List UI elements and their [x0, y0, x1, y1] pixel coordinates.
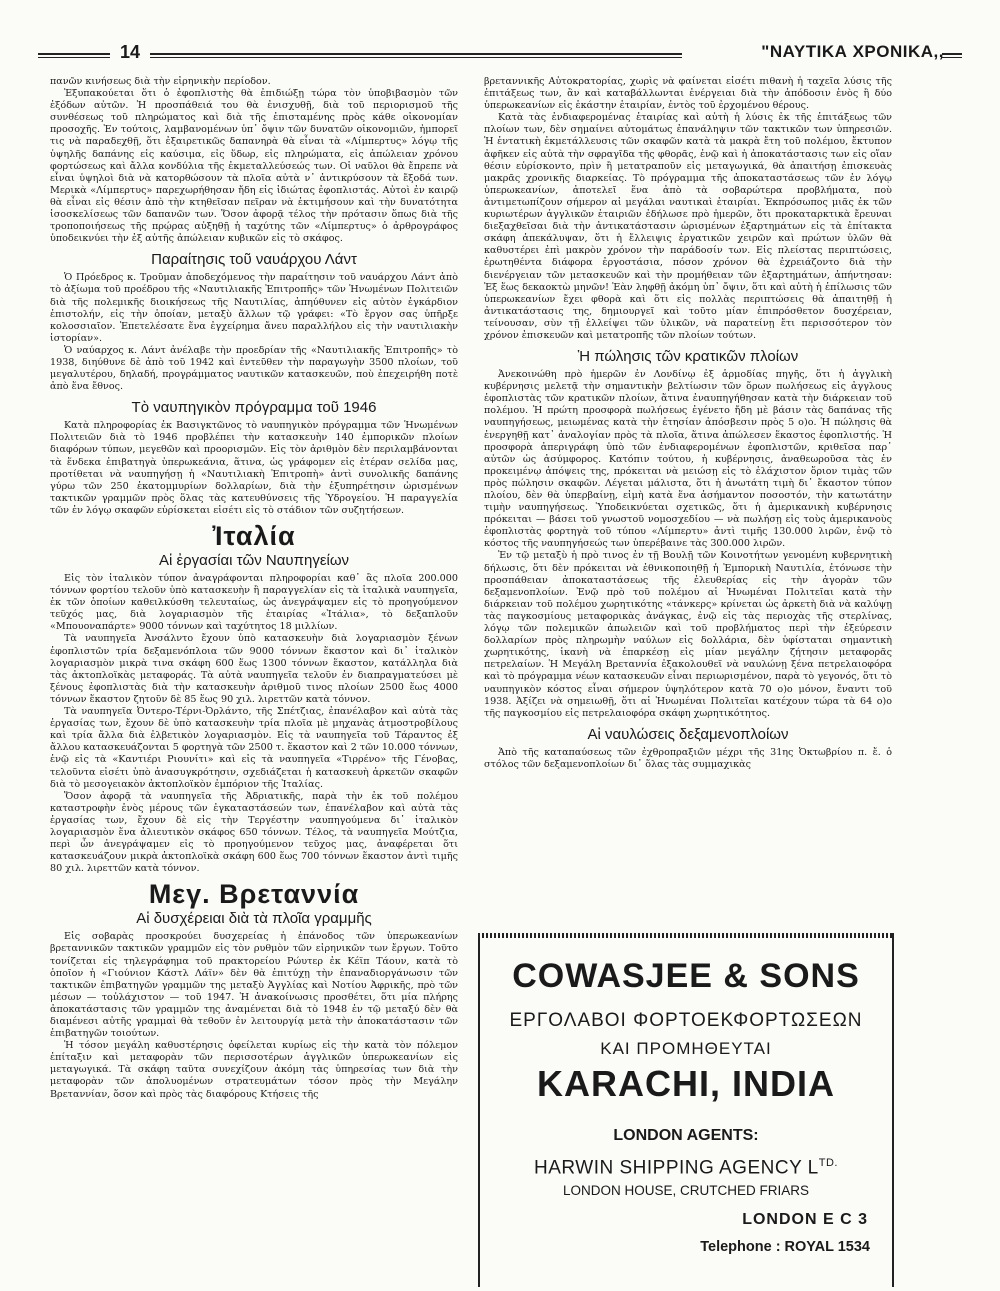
ad-agent-suffix: TD.	[818, 1157, 838, 1169]
section-subheading: Αἱ δυσχέρειαι διὰ τὰ πλοῖα γραμμῆς	[136, 910, 372, 928]
paragraph: πανῶν κινήσεως διὰ τὴν εἰρηνικὴν περίοδον.	[50, 76, 271, 87]
paragraph: Ἡ τόσον μεγάλη καθυστέρησις ὀφείλεται κυρίως εἰς τὴν κατὰ τὸν πόλεμον ἐπίταξιν καὶ μεταφορὰν τῶν περισσοτέρων ἀγγλικῶν ὑπερωκεανίων εἰς μεταγωγικά. Τὰ σκάφη ταῦτα συνεχίζουν ἀκόμη τὰς ὑπηρεσίας των διὰ τὴν μεταφορὰν τῶν ἀπολυομένων στρατευμάτων τόσον πρὸς τὴν Μεγάλην Βρεταννίαν, ὅσον καὶ πρὸς τὰς διαφόρους Κτήσεις τῆς	[50, 1040, 458, 1100]
ad-agent-text: HARWIN SHIPPING AGENCY L	[534, 1157, 819, 1179]
ad-services-line: ΚΑΙ ΠΡΟΜΗΘΕΥΤΑΙ	[600, 1039, 772, 1058]
country-heading: Ἰταλία	[212, 521, 296, 551]
section-heading: Τὸ ναυπηγικὸν πρόγραμμα τοῦ 1946	[131, 399, 377, 417]
ad-agents-label: LONDON AGENTS:	[613, 1127, 759, 1144]
section-heading: Αἱ ναυλώσεις δεξαμενοπλοίων	[587, 725, 789, 743]
ad-telephone: Telephone : ROYAL 1534	[700, 1239, 870, 1255]
paragraph: Κατὰ πληροφορίας ἐκ Βασιγκτῶνος τὸ ναυπηγικὸν πρόγραμμα τῶν Ἡνωμένων Πολιτειῶν διὰ τὸ 1946 προβλέπει τὴν κατασκευὴν 140 ἐμπορικῶν πλοίων διαφόρων τύπων, μεγεθῶν καὶ προορισμῶν. Εἰς τὸν ἀριθμὸν δὲν περιλαμβάνονται τὰ ἕνδεκα ἐπιβατηγὰ ὑπερωκεάνια, ἅτινα, ὡς γράφομεν εἰς ἑτέραν σελίδα μας, προτίθεται νὰ ναυπηγήσῃ ἡ «Ναυτιλιακὴ Ἐπιτροπὴ» ἀντὶ συνολικῆς δαπάνης γύρω τῶν 250 ἑκατομμυρίων δολλαρίων, διὰ τὴν ἐξυπηρέτησιν ὡρισμένων τακτικῶν γραμμῶν πρὸς ὅλας τὰς κατευθύνσεις τῆς Ὑδρογείου. Ἡ παραγγελία τῶν ἐν λόγῳ σκαφῶν εὑρίσκεται εἰσέτι εἰς τὸ στάδιον τῶν συζητήσεων.	[50, 420, 458, 516]
ad-london-house: LONDON HOUSE, CRUTCHED FRIARS	[562, 1183, 810, 1198]
paragraph: Ἀπὸ τῆς καταπαύσεως τῶν ἐχθροπραξιῶν μέχρι τῆς 31ης Ὀκτωβρίου π. ἔ. ὁ στόλος τῶν δεξαμενοπλοίων δι᾿ ὅλας τὰς συμμαχικὰς	[484, 746, 892, 770]
section-heading: Παραίτησις τοῦ ναυάρχου Λάντ	[151, 251, 357, 269]
paragraph: Ὁ ναύαρχος κ. Λάντ ἀνέλαβε τὴν προεδρίαν τῆς «Ναυτιλιακῆς Ἐπιτροπῆς» τὸ 1938, διηύθυνε δὲ ἀπὸ τοῦ 1942 καὶ ἐντεῦθεν τὴν παραγωγὴν 3500 πλοίων, τοῦ μεγαλυτέρου, δηλαδή, προγράμματος ναυτικῶν κατασκευῶν, ποὺ ἐπεχειρήθη ποτὲ ἀπὸ ἕνα ἔθνος.	[50, 344, 458, 393]
paragraph: Ὅσον ἀφορᾷ τὰ ναυπηγεῖα τῆς Ἀδριατικῆς, παρὰ τὴν ἐκ τοῦ πολέμου καταστροφὴν ἑνὸς μέρους τῶν ἐγκαταστάσεών των, ἐπανέλαβον καὶ αὐτὰ τὰς ἐργασίας των, ἔχουν δὲ εἰς τὴν Τεργέστην ναυπηγούμενα δι᾿ ἰταλικὸν λογαριασμὸν ἕνα ἀλιευτικὸν σκάφος 650 τόννων. Τέλος, τὰ ναυπηγεῖα Μούτζια, περὶ ὧν ἀνεγράψαμεν εἰς τὸ προηγούμενον τεῦχος μας, ἀναφέρεται ὅτι κατασκευάζουν μικρὰ ἀκτοπλοϊκὰ σκάφη 600 ἕως 700 τόννων ἕκαστον ἀντὶ τιμῆς 80 χιλ. λιρεττῶν κατὰ τόννον.	[50, 790, 458, 875]
paragraph: Εἰς σοβαρὰς προσκρούει δυσχερείας ἡ ἐπάνοδος τῶν ὑπερωκεανίων βρεταννικῶν τακτικῶν γραμμῶν εἰς τὸν ρυθμὸν τῶν εἰρηνικῶν των ἔργων. Τοῦτο τονίζεται εἰς τηλεγράφημα τοῦ πρακτορείου Ρώυτερ ἐκ Κέϊπ Τάουν, κατὰ τὸ ὁποῖον ἡ «Γιούνιον Κάστλ Λάϊν» δὲν θὰ ἐπιτύχῃ τὴν ἐπαναδιοργάνωσιν τῶν τακτικῶν ἐπιβατηγῶν γραμμῶν της μεταξὺ Ἀγγλίας καὶ Νοτίου Ἀφρικῆς, πρὸ τῶν μέσων — τοὐλάχιστον — τοῦ 1947. Ἡ ἀνακοίνωσις προσθέτει, ὅτι μία πλήρης ἀποκατάστασις τῶν γραμμῶν της ἀναμένεται διὰ τὸ 1948 ἐν τῷ μεταξύ δὲν θὰ διαμένεσι αὐτῆς γραμμαὶ θὰ τεθοῦν ἐν λειτουργίᾳ μετὰ τὴν ἀποκατάστασιν τῶν ἐπιβατηγῶν τοιούτων.	[50, 931, 458, 1040]
header-rule-right	[942, 53, 962, 58]
ad-city: KARACHI, INDIA	[537, 1063, 835, 1104]
paragraph: Ἐξυπακούεται ὅτι ὁ ἐφοπλιστὴς θὰ ἐπιδιώξῃ τώρα τὸν ὑποβιβασμὸν τῶν ἐξόδων αὐτῶν. Ἡ προσπάθειά του θὰ ἐνισχυθῇ, διὰ τοῦ περιορισμοῦ τῆς συνθέσεως τοῦ πληρώματος καὶ διὰ τῆς ἐπισταμένης πρὸς κάθε οἰκονομίαν προσοχῆς. Ἐν τούτοις, λαμβανομένων ὑπ᾿ ὄψιν τῶν δυνατῶν οἰκονομιῶν, ἠμπορεῖ τις νὰ παραδεχθῇ, ὅτι ἐξαιρετικῶς δαπανηρὰ θὰ εἶναι τὰ «Λίμπερτυς» λόγῳ τῆς ὑψηλῆς δαπάνης εἰς καύσιμα, εἰς ὕδωρ, εἰς πληρώματα, εἰς ἀπώλειαν χρόνου φορτώσεως καὶ ἄλλα κονδύλια τῆς ἐκμεταλλεύσεώς των. Οἱ ναῦλοι θὰ ἔπρεπε νὰ εἶναι ὑψηλοὶ διὰ νὰ κατορθώσουν τὰ πλοῖα αὐτὰ ν᾿ ἀντικρύσουν τὰ ἔξοδά των. Μερικὰ «Λίμπερτυς» παρεχωρήθησαν ἤδη εἰς ἰδιώτας ἐφοπλιστάς. Αὐτοὶ ἐν καιρῷ θὰ εἶναι εἰς θέσιν ἀπὸ τὴν κτηθεῖσαν πεῖραν νὰ ἐκτιμήσουν καὶ τὴν δυνατότητα ἰσοσκελίσεως τῶν δαπανῶν των. Ὅσον ἀφορᾷ τέλος τὴν πρότασιν ὅπως διὰ τῆς τροποποιήσεως τῆς πρῴρας αὐξηθῇ ἡ ταχύτης τῶν «Λίμπερτυς» ὁ ἀρθρογράφος ὑποδεικνύει τὴν ἐξ αὐτῆς ἀπώλειαν κυβικῶν εἰς τὸ σκάφος.	[50, 88, 458, 245]
paragraph: Εἰς τὸν ἰταλικὸν τύπον ἀναγράφονται πληροφορίαι καθ᾿ ἃς πλοῖα 200.000 τόννων φορτίου τελοῦν ὑπὸ κατασκευὴν ἢ παραγγελίαν εἰς τὰ ἰταλικὰ ναυπηγεῖα, ἐκ τῶν ὁποίων καθειλκύσθη τελευταίως, ὡς ἀνεγράψαμεν εἰς τὸ προηγούμενον τεῦχός μας, διὰ λογαριασμὸν τῆς ἑταιρίας «Ἰτάλια», τὸ δεξαπλοῦν «Μπουοναπάρτε» 9000 τόννων καὶ ταχύτητος 18 μιλλίων.	[50, 573, 458, 633]
paragraph: Τὰ ναυπηγεῖα Ἀνσάλντο ἔχουν ὑπὸ κατασκευὴν διὰ λογαριασμὸν ξένων ἐφοπλιστῶν τρία δεξαμενόπλοια τῶν 9000 τόννων ἕκαστον καὶ δι᾿ ἰταλικὸν λογαριασμὸν μικρὰ τινα σκάφη 600 ἕως 1300 τόννων ἕκαστον, κατάλληλα διὰ τὰς ἀκτοπλοϊκὰς μεταφοράς. Τὰ αὐτὰ ναυπηγεῖα τελοῦν ἐν διαπραγματεύσει μὲ ξένους ἐφοπλιστὰς διὰ τὴν κατασκευὴν ἀριθμοῦ τινος πλοίων 2500 ἕως 4000 τόννων ἕκαστον ζητοῦν δὲ 85 ἕως 90 χιλ. λιρεττῶν κατὰ τόννον.	[50, 633, 458, 705]
publication-title: "ΝΑΥΤΙΚΑ ΧΡΟΝΙΚΑ,,	[761, 42, 944, 61]
paragraph: Ἀνεκοινώθη πρὸ ἡμερῶν ἐν Λονδίνῳ ἐξ ἁρμοδίας πηγῆς, ὅτι ἡ ἀγγλικὴ κυβέρνησις μελετᾷ τὴν σημαντικὴν βελτίωσιν τῶν ὅρων πωλήσεως εἰς ἀγγλους ἐφοπλιστὰς τῶν κρατικῶν πλοίων, ἅτινα ἐναυπηγήθησαν κατὰ τὴν διάρκειαν τοῦ πολέμου. Ἡ πρώτη προσφορὰ πωλήσεως ἐγένετο ἤδη μὲ βάσιν τὰς δαπάνας τῆς ναυπηγήσεως, μειωμένας κατὰ τὴν ἐτησίαν ἀπόσβεσιν πρὸς 5 ο)ο. Ἡ πώλησις θὰ ἐνεργηθῇ κατ᾿ ἀναλογίαν πρὸς τὰ πλοῖα, ἅτινα ἀπώλεσεν ἕκαστος ἐφοπλιστής. Ἡ προσφορὰ ἀπεριγράφη ὑπὸ τῶν ἐνδιαφερομένων ἐφοπλιστῶν, κριθεῖσα παρ᾿ αὐτῶν ὡς ἀσύμφορος. Κατόπιν τούτου, ἡ κυβέρνησις, ἀναθεωροῦσα τὰς ἐν προκειμένῳ ἀπόψεις της, πρόκειται νὰ μειώσῃ εἰς τὸ ἐλάχιστον ὅριον τιμὰς τῶν πρὸς πώλησιν σκαφῶν. Λέγεται μάλιστα, ὅτι ἡ ἀνωτάτη τιμὴ δι᾿ ἕκαστον τύπον πλοίου, δὲν θὰ ὑπερβαίνῃ, εἰμὴ κατὰ ἕνα ἀσήμαντον ποσοστόν, τὴν κατωτάτην τιμὴν ναυπηγήσεως. Ὑποδεικνύεται σχετικῶς, ὅτι ἡ ἀμερικανικὴ κυβέρνησις πρόκειται — βάσει τοῦ γνωστοῦ νομοσχεδίου — νὰ πωλήσῃ εἰς τοὺς ἀμερικανοὺς ἐφοπλιστὰς φορτηγὰ τοῦ τύπου «Λίμπερτυ» ἀντὶ τιμῆς 130.000 λιρῶν, ἐνῷ τὸ κόστος τῆς ναυπηγήσεώς των ὑπερέβαινε τὰς 300.000 λιρῶν.	[484, 369, 892, 550]
section-subheading: Αἱ ἐργασίαι τῶν Ναυπηγείων	[158, 552, 350, 569]
header-rule-middle	[150, 53, 682, 58]
section-heading: Ἡ πώλησις τῶν κρατικῶν πλοίων	[577, 348, 799, 366]
ad-services-line: ΕΡΓΟΛΑΒΟΙ ΦΟΡΤΟΕΚΦΟΡΤΩΣΕΩΝ	[509, 1010, 863, 1031]
ad-company-name: COWASJEE & SONS	[512, 957, 860, 995]
left-column	[50, 76, 458, 1101]
paragraph: Ὁ Πρόεδρος κ. Τροῦμαν ἀποδεχόμενος τὴν παραίτησιν τοῦ ναυάρχου Λάντ ἀπὸ τὸ ἀξίωμα τοῦ προέδρου τῆς «Ναυτιλιακῆς Ἐπιτροπῆς» τῶν Ἡνωμένων Πολιτειῶν διὰ τῆς πολεμικῆς διοικήσεως τῆς Ναυτιλίας, ἀπηύθυνεν εἰς αὐτὸν ἐγκάρδιον ἐπιστολήν, εἰς τὴν ὁποίαν, μεταξὺ ἄλλων τῷ γράφει: «Τὸ ἔργον σας ὑπῆρξε κολοσσιαῖον. Ἐπετελέσατε ἕνα ἐγχείρημα ἄνευ παραλλήλου εἰς τὴν ναυτιλιακὴν ἱστορίαν».	[50, 272, 458, 344]
paragraph: Ἐν τῷ μεταξὺ ἡ πρὸ τινος ἐν τῇ Βουλῇ τῶν Κοινοτήτων γενομένη κυβερνητικὴ δήλωσις, ὅτι δὲν πρόκειται νὰ ἐθνικοποιηθῇ ἡ Ἐμπορικὴ Ναυτιλία, ἐτόνωσε τὴν προσπάθειαν ἀποκαταστάσεως τῆς ἐλευθερίας εἰς τὴν ἀγορὰν τῶν δεξαμενοπλοίων. Ἐνῷ πρὸ τοῦ πολέμου αἱ Ἡνωμέναι Πολιτεῖαι κατὰ τὴν διάρκειαν τοῦ πολέμου χωρητικότης «τάνκερς» κρίνεται ὡς ἀρκετὴ διὰ νὰ καλύψῃ τὰς παγκοσμίους μεταφορικὰς ἀνάγκας, ἐνῷ εἰς τὰς περιοχὰς τῆς στερλίνας, λόγῳ τῶν πολεμικῶν ἀπωλειῶν καὶ τοῦ προβλήματος περὶ τὴν ἐξεύρεσιν δολλαρίων πρὸς πληρωμὴν ναύλων εἰς δολλάρια, δὲν ὑφίσταται σημαντικὴ χωρητικότης, ἱκανὴ νὰ ἐπαρκέσῃ εἰς μίαν μεγάλην ζήτησιν μεταφορᾶς πετρελαίων. Ἡ Μεγάλη Βρεταννία ἐξακολουθεῖ νὰ ναυλώνῃ ξένα πετρελαιοφόρα καὶ τὸ πρόγραμμα νέων κατασκευῶν εἶναι περιωρισμένον, παρὰ τὸ γεγονός, ὅτι τὸ ναυπηγικὸν κόστος εἶναι σήμερον ὑψηλότερον κατὰ 70 ο)ο μόνον, ἔναντι τοῦ 1938. Ἀξίζει νὰ σημειωθῇ, ὅτι αἱ Ἡνωμέναι Πολιτεῖαι κατέχουν τώρα τὰ 64 ο)ο τῆς παγκοσμίου εἰς πετρελαιοφόρα σκάφη χωρητικότητος.	[484, 550, 892, 719]
page-header	[38, 42, 962, 68]
country-heading: Μεγ. Βρεταννία	[148, 879, 360, 910]
page-number: 14	[120, 42, 141, 62]
right-column	[484, 76, 892, 771]
header-rule-left	[38, 53, 110, 58]
paragraph: βρεταννικῆς Αὐτοκρατορίας, χωρὶς νὰ φαίνεται εἰσέτι πιθανὴ ἡ ταχεῖα λύσις τῆς ἐπιτάξεως των, ἂν καὶ καταβάλλωνται ἐνέργειαι διὰ τὴν ἀπόδοσιν ἑνὸς ἢ δύο ὑπερωκεανίων εἰς ἑκάστην ἑταιρίαν, ἐντὸς τοῦ ἐρχομένου θέρους.	[484, 76, 892, 112]
paragraph: Τὰ ναυπηγεῖα Ὀντερο-Τέρνι-Ὀρλάντο, τῆς Σπέτζιας, ἐπανέλαβον καὶ αὐτὰ τὰς ἐργασίας των, ἔχουν δὲ ὑπὸ κατασκευὴν τρία πλοῖα μὲ μηχανὰς ἀτμοστροβίλους καὶ τρία ἄλλα διὰ ἐλβετικὸν λογαριασμὸν. Εἰς τὰ ναυπηγεῖα τοῦ Τάραντος ἐξ ἄλλου κατασκευάζονται 5 φορτηγὰ τῶν 2500 τ. ἕκαστον καὶ 2 τῶν 10.000 τόννων, ἐνῷ εἰς τὰ «Καντιέρι Ριουνίτι» καὶ εἰς τὰ ναυπηγεῖα «Τιρρένο» τῆς Γένοβας, τελοῦντα εἰσέτι ὑπὸ ἀνασυγκρότησιν, σχεδιάζεται ἡ κατασκευὴ ἀρκετῶν σκαφῶν διὰ τὸ μεσογειακὸν ἀκτοπλοϊκὸν ἐμπόριον τῆς Ἰταλίας.	[50, 706, 458, 790]
ad-postcode: LONDON E C 3	[742, 1211, 868, 1228]
ad-agent-name	[480, 1157, 892, 1179]
ad-top-border	[478, 933, 894, 938]
advertisement-box	[478, 933, 894, 1287]
paragraph: Κατὰ τὰς ἐνδιαφερομένας ἑταιρίας καὶ αὐτὴ ἡ λύσις ἐκ τῆς ἐπιτάξεως τῶν πλοίων των, δὲν σημαίνει αὐτομάτως ἐπανάληψιν τῶν τακτικῶν των ὑπηρεσιῶν. Ἡ ἐντατικὴ ἐκμετάλλευσις τῶν σκαφῶν κατὰ τὰ μακρὰ ἔτη τοῦ πολέμου, ἔκτυπον ἀφῆκεν εἰς αὐτὰ τὴν σφραγῖδα τῆς φθορᾶς, ἐνῷ καὶ ἡ ἀποκατάστασις των εἰς οἵαν θέσιν εὑρίσκοντο, πρὶν ἢ μετατραποῦν εἰς μεταγωγικά, θὰ ἀπαιτήσῃ ἐπισκευὰς μακρᾶς χρονικῆς διαρκείας. Τὸ πρόγραμμα τῆς ἀποκαταστάσεως τῶν ἐν λόγῳ ὑπερωκεανίων, ἀποτελεῖ ἕνα ἀπὸ τὰ σοβαρώτερα προβλήματα, ποὺ ἀντιμετωπίζουν σήμερον αἱ μεγάλαι ναυτικαὶ ἑταιρίαι. Ἐκπρόσωπος μιᾶς ἐκ τῶν κυριωτέρων ἀγγλικῶν ἑταιριῶν ἐδήλωσε πρὸ ἡμερῶν, ὅτι προκαταρκτικὰ ἔρευναι διεξαχθεῖσαι διὰ τὴν ἀντικατάστασιν ὡρισμένων ἐξαρτημάτων εἰς τὰ ἐπίτακτα σκάφη ἀπεκάλυψαν, ὅτι ἡ ἔλλειψις ἐργατικῶν χειρῶν καὶ πρώτων ὑλῶν θὰ καθυστέρει ἐπὶ μακρὸν χρόνον τὴν παράδοσίν των. Εἰς πλείστας περιπτώσεις, ἐρωτηθέντα διάφορα ἐργοστάσια, πόσον χρόνον θὰ ἐχρειάζοντο διὰ τὴν διενέργειαν τῶν μετασκευῶν καὶ τὴν προμήθειαν τῶν ἐξαρτημάτων, ἀπήντησαν: Ἐξ ἕως δεκαοκτὼ μηνῶν! Ἐὰν ληφθῇ ἀκόμη ὑπ᾿ ὄψιν, ὅτι καὶ αὐτὴ ἡ ἐπίλωσις τῶν ὑπερωκεανίων ἔχει φθορὰ καὶ ὅτι εἰς πολλὰς περιπτώσεις θὰ ἀπαιτηθῇ ἡ ἀντικατάστασις της, δημιουργεῖ καὶ τοῦτο μίαν ἐπιπρόσθετον δυσχέρειαν, τείνουσαν, σὺν τῇ ἐλλείψει τῶν ὑλικῶν, νὰ παρατείνῃ ἔτι περισσότερον τὸν χρόνον ἐπισκευῶν καὶ μετατροπῆς τῶν πλοίων τούτων.	[484, 112, 892, 341]
